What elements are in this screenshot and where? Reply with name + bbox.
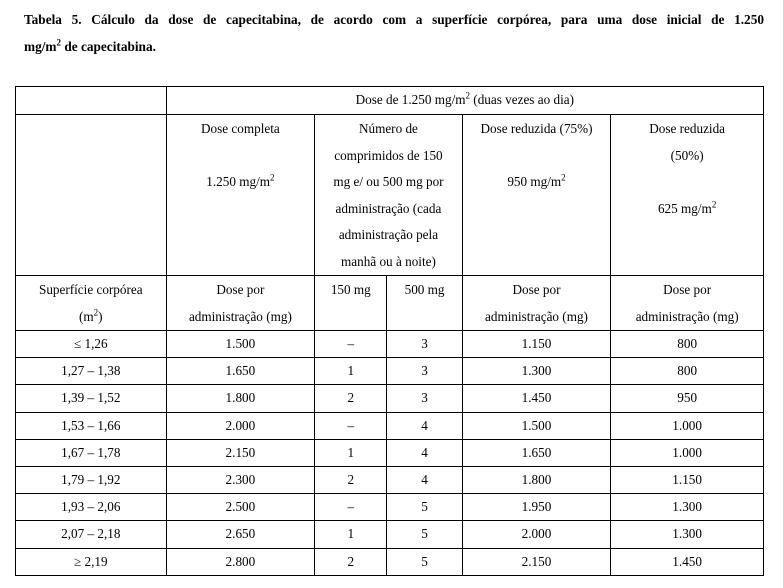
- header-dose-reduzida-75-value-sup: 2: [561, 172, 566, 183]
- cell-superficie: 1,79 – 1,92: [16, 466, 167, 493]
- header-row-top: [16, 87, 764, 115]
- header-dose-por-label: Dose por: [216, 282, 265, 297]
- header-500mg: 500 mg: [387, 276, 462, 331]
- header-num-comprimidos-line: administração pela: [338, 227, 439, 242]
- cell-dose-50: 1.000: [611, 412, 764, 439]
- header-num-comprimidos: [315, 115, 463, 276]
- table-row: [16, 412, 764, 439]
- header-num-comprimidos-line: manhã ou à noite): [341, 253, 436, 269]
- header-dose-completa-value-text: 1.250 mg/m: [206, 174, 271, 189]
- header-row-columns: [16, 276, 764, 331]
- caption-line-1: Tabela 5. Cálculo da dose de capecitabina, de acordo com a superfície corpórea, para uma dose inicial de 1.250: [24, 12, 764, 27]
- header-dose-reduzida-75-value: [465, 169, 609, 196]
- cell-500mg: 3: [387, 385, 462, 412]
- cell-dose-completa: 1.650: [166, 358, 315, 385]
- table-body: [16, 331, 764, 576]
- table-row: [16, 358, 764, 385]
- caption-tail: de capecitabina.: [61, 39, 156, 54]
- header-dose-reduzida-75-value-text: 950 mg/m: [507, 174, 562, 189]
- header-dose-regime-sup: 2: [465, 90, 470, 101]
- cell-dose-50: 1.000: [611, 439, 764, 466]
- cell-dose-50: 800: [611, 331, 764, 358]
- cell-150mg: –: [315, 412, 387, 439]
- cell-150mg: 2: [315, 548, 387, 575]
- cell-superficie: 1,39 – 1,52: [16, 385, 167, 412]
- table-row: [16, 548, 764, 575]
- header-num-comprimidos-line: mg e/ ou 500 mg por: [333, 174, 444, 189]
- cell-150mg: 1: [315, 439, 387, 466]
- header-dose-completa-value: [169, 169, 313, 196]
- empty-cell: [16, 115, 167, 276]
- header-dose-reduzida-75-label: Dose reduzida (75%): [480, 121, 593, 136]
- header-dose-reduzida-50-value-sup: 2: [711, 199, 717, 210]
- header-dose-por-admin: [166, 276, 315, 331]
- table-row: [16, 521, 764, 548]
- cell-dose-completa: 1.800: [166, 385, 315, 412]
- cell-dose-75: 1.950: [462, 494, 611, 521]
- cell-superficie: ≥ 2,19: [16, 548, 167, 575]
- cell-150mg: –: [315, 494, 387, 521]
- cell-dose-completa: 2.800: [166, 548, 315, 575]
- header-dose-regime-text: Dose de 1.250 mg/m: [355, 92, 466, 107]
- header-row-groups: [16, 115, 764, 276]
- cell-superficie: 1,53 – 1,66: [16, 412, 167, 439]
- cell-150mg: 1: [315, 358, 387, 385]
- cell-dose-75: 1.150: [462, 331, 611, 358]
- cell-dose-75: 1.500: [462, 412, 611, 439]
- header-dose-por-unit: administração (mg): [485, 308, 588, 324]
- header-dose-completa: [166, 115, 315, 276]
- header-dose-reduzida-50-value: [613, 196, 761, 223]
- cell-dose-completa: 2.650: [166, 521, 315, 548]
- cell-dose-50: 1.300: [611, 521, 764, 548]
- table-row: [16, 331, 764, 358]
- cell-superficie: 1,93 – 2,06: [16, 494, 167, 521]
- table-row: [16, 466, 764, 493]
- header-dose-por-unit: administração (mg): [635, 308, 739, 324]
- cell-dose-completa: 1.500: [166, 331, 315, 358]
- table-row: [16, 439, 764, 466]
- cell-500mg: 3: [387, 358, 462, 385]
- header-num-comprimidos-line: administração (cada: [335, 200, 442, 216]
- cell-150mg: –: [315, 331, 387, 358]
- cell-500mg: 4: [387, 412, 462, 439]
- cell-dose-50: 1.150: [611, 466, 764, 493]
- cell-dose-75: 1.300: [462, 358, 611, 385]
- header-dose-por-label: Dose por: [663, 282, 712, 297]
- header-dose-regime-tail: (duas vezes ao dia): [470, 92, 574, 107]
- cell-500mg: 3: [387, 331, 462, 358]
- header-superficie-unit-sup: 2: [93, 307, 99, 318]
- cell-dose-completa: 2.000: [166, 412, 315, 439]
- header-dose-reduzida-75: [462, 115, 611, 276]
- header-dose-por-label: Dose por: [512, 282, 561, 297]
- header-superficie-unit-text: (m: [79, 308, 94, 324]
- cell-500mg: 5: [387, 494, 462, 521]
- header-dose-por-admin-75: [462, 276, 611, 331]
- cell-dose-75: 2.150: [462, 548, 611, 575]
- cell-superficie: 1,67 – 1,78: [16, 439, 167, 466]
- header-dose-reduzida-50: [611, 115, 764, 276]
- header-dose-reduzida-50-label: Dose reduzida: [649, 121, 726, 136]
- header-num-comprimidos-line: Número de: [358, 121, 418, 136]
- cell-150mg: 2: [315, 385, 387, 412]
- header-150mg: 150 mg: [315, 276, 387, 331]
- cell-dose-completa: 2.300: [166, 466, 315, 493]
- cell-superficie: ≤ 1,26: [16, 331, 167, 358]
- cell-superficie: 1,27 – 1,38: [16, 358, 167, 385]
- dose-table: [15, 86, 764, 576]
- header-superficie-unit: [18, 304, 164, 331]
- header-dose-reduzida-50-value-text: 625 mg/m: [657, 200, 712, 216]
- cell-dose-completa: 2.150: [166, 439, 315, 466]
- cell-dose-75: 1.650: [462, 439, 611, 466]
- header-superficie-label: Superfície corpórea: [38, 282, 143, 297]
- cell-superficie: 2,07 – 2,18: [16, 521, 167, 548]
- caption-line-2: [24, 33, 764, 60]
- cell-500mg: 4: [387, 439, 462, 466]
- header-superficie-unit-close: ): [98, 308, 103, 324]
- empty-cell: [16, 87, 167, 115]
- cell-dose-75: 1.450: [462, 385, 611, 412]
- cell-150mg: 2: [315, 466, 387, 493]
- cell-dose-50: 1.450: [611, 548, 764, 575]
- cell-dose-50: 950: [611, 385, 764, 412]
- header-dose-por-unit: administração (mg): [188, 308, 292, 324]
- table-row: [16, 385, 764, 412]
- header-superficie: [16, 276, 167, 331]
- cell-500mg: 5: [387, 521, 462, 548]
- cell-dose-completa: 2.500: [166, 494, 315, 521]
- cell-500mg: 4: [387, 466, 462, 493]
- cell-500mg: 5: [387, 548, 462, 575]
- caption-unit: mg/m: [24, 39, 57, 54]
- header-dose-completa-label: Dose completa: [201, 121, 280, 136]
- header-dose-regime: [166, 87, 763, 115]
- cell-150mg: 1: [315, 521, 387, 548]
- header-num-comprimidos-line: comprimidos de 150: [334, 147, 443, 163]
- header-dose-reduzida-50-pct: (50%): [670, 147, 704, 163]
- cell-dose-50: 1.300: [611, 494, 764, 521]
- table-caption: [24, 6, 764, 60]
- cell-dose-75: 1.800: [462, 466, 611, 493]
- header-dose-completa-value-sup: 2: [270, 172, 275, 183]
- table-row: [16, 494, 764, 521]
- cell-dose-50: 800: [611, 358, 764, 385]
- cell-dose-75: 2.000: [462, 521, 611, 548]
- header-dose-por-admin-50: [611, 276, 764, 331]
- caption-unit-sup: 2: [56, 37, 61, 48]
